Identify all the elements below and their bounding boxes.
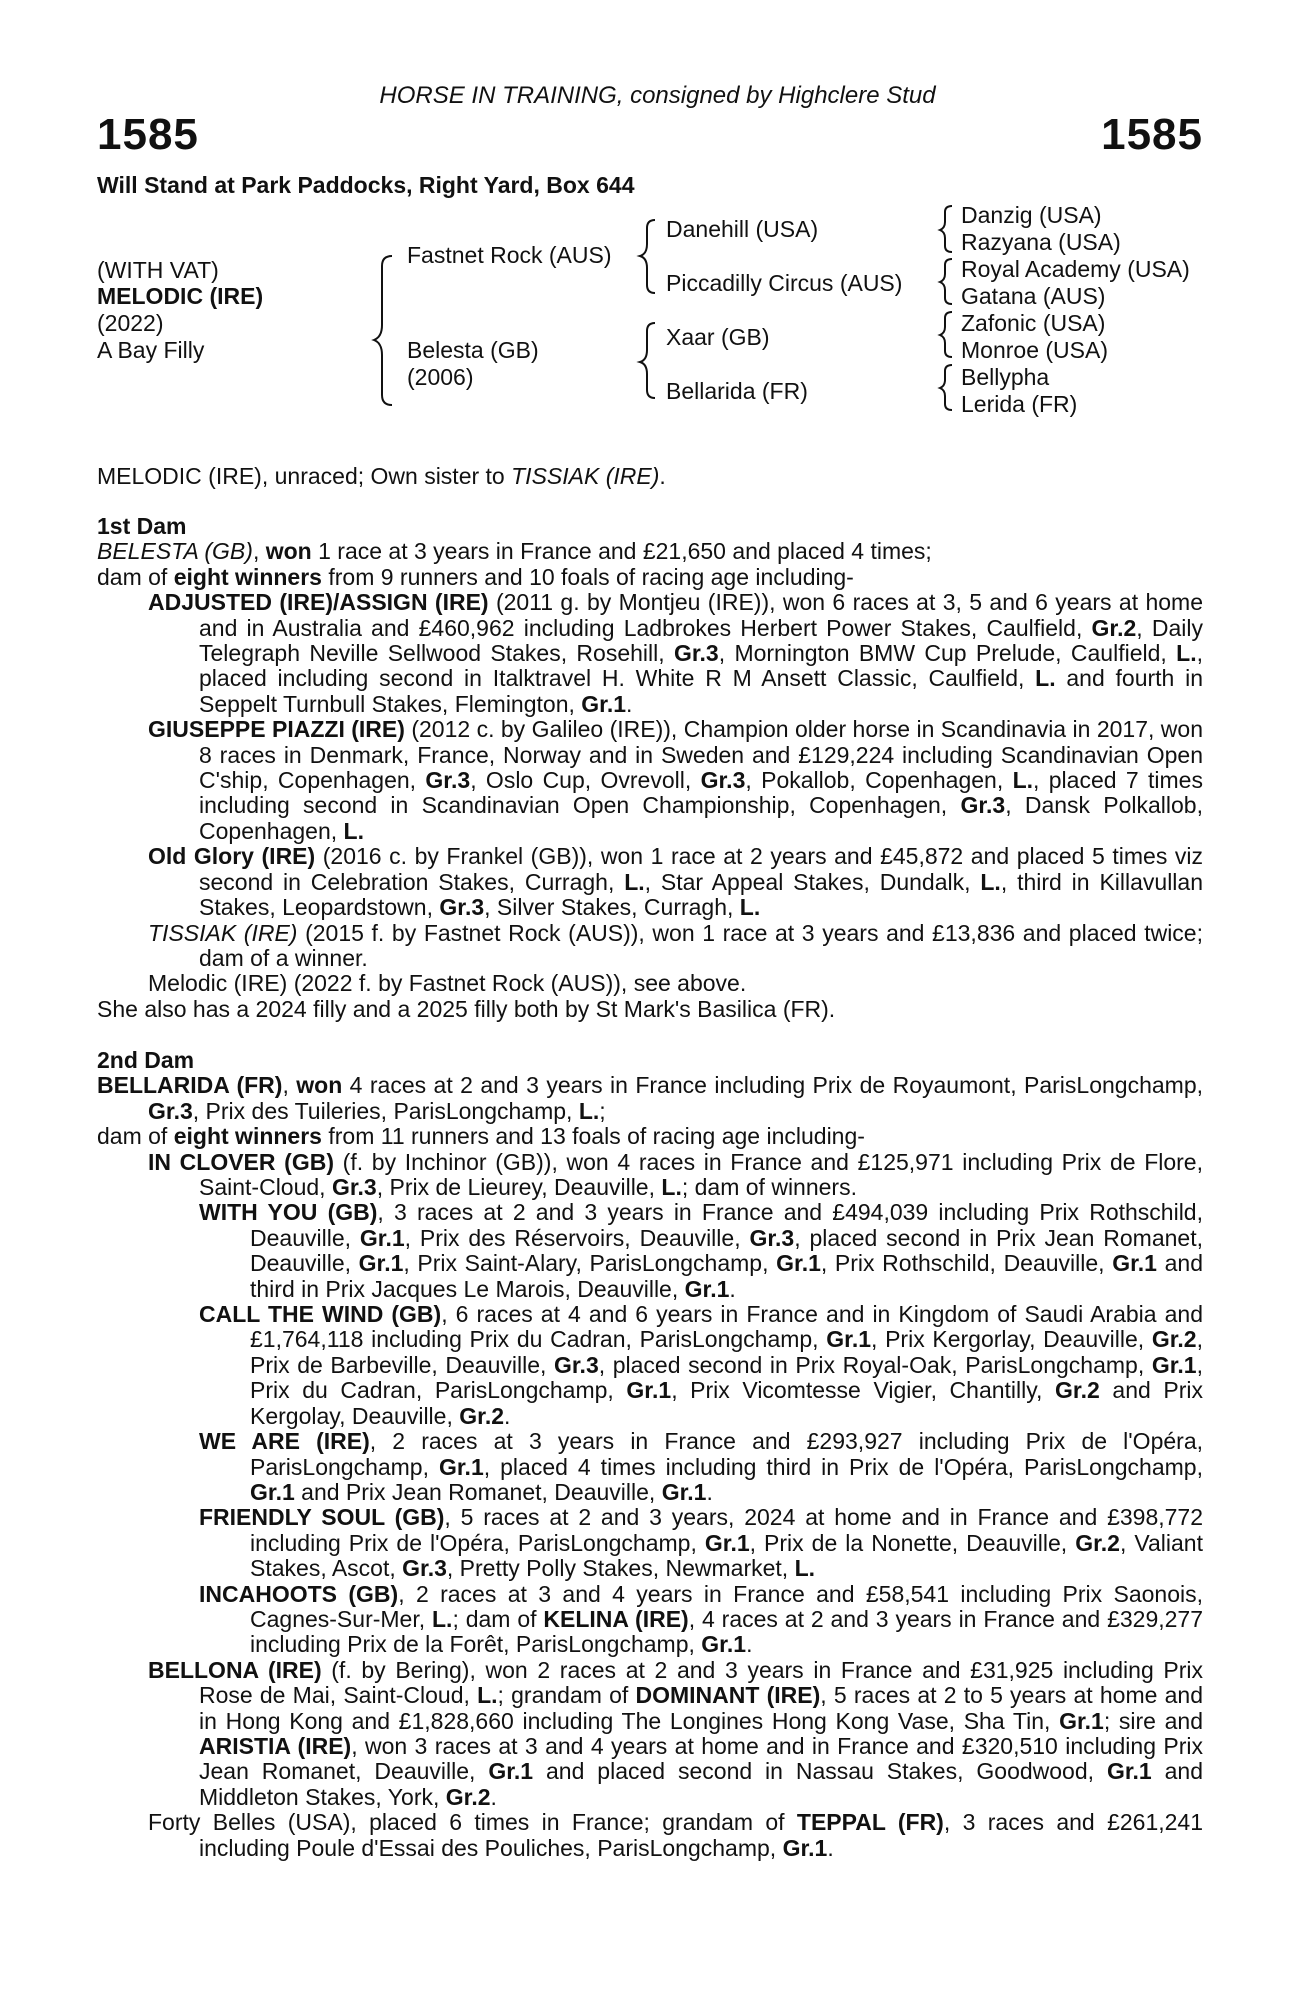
first-dam-heading: 1st Dam xyxy=(97,513,187,539)
first-dam-section xyxy=(97,514,1203,1022)
produce-old-glory: Old Glory (IRE) (2016 c. by Frankel (GB)), won 1 race at 2 years and £45,872 and placed 5 times viz second in Celebration Stakes, Curragh, L., Star Appeal Stakes, Dundalk, L., third in Killavullan Stakes, Leopardstown, Gr.3, Silver Stakes, Curragh, L. xyxy=(148,843,1204,921)
pedigree-brackets xyxy=(0,0,1315,420)
horse-year: (2022) xyxy=(97,310,164,336)
gg-1: Danzig (USA) xyxy=(961,202,1102,228)
bellarida-brace xyxy=(940,365,952,410)
grandproduce-with-you: WITH YOU (GB), 3 races at 2 and 3 years in France and £494,039 including Prix Rothschild, Deauville, Gr.1, Prix des Réservoirs, Deauville, Gr.3, placed second in Prix Jean Romanet, Deauville, Gr.1, Prix Saint-Alary, ParisLongchamp, Gr.1, Prix Rothschild, Deauville, Gr.1 and third in Prix Jacques Le Marois, Deauville, Gr.1. xyxy=(199,1199,1203,1302)
sire-sire: Danehill (USA) xyxy=(666,216,819,242)
gg-2: Razyana (USA) xyxy=(961,229,1121,255)
grandproduce-call-the-wind: CALL THE WIND (GB), 6 races at 4 and 6 years in France and in Kingdom of Saudi Arabia and £1,764,118 including Prix du Cadran, ParisLongchamp, Gr.1, Prix Kergorlay, Deauville, Gr.2, Prix de Barbeville, Deauville, Gr.3, placed second in Prix Royal-Oak, ParisLongchamp, Gr.1, Prix du Cadran, ParisLongchamp, Gr.1, Prix Vicomtesse Vigier, Chantilly, Gr.2 and Prix Kergolay, Deauville, Gr.2. xyxy=(199,1301,1203,1429)
produce-bellona: BELLONA (IRE) (f. by Bering), won 2 races at 2 and 3 years in France and £31,925 including Prix Rose de Mai, Saint-Cloud, L.; grandam of DOMINANT (IRE), 5 races at 2 to 5 years at home and in Hong Kong and £1,828,660 including The Longines Hong Kong Vase, Sha Tin, Gr.1; sire and ARISTIA (IRE), won 3 races at 3 and 4 years at home and in France and £320,510 including Prix Jean Romanet, Deauville, Gr.1 and placed second in Nassau Stakes, Goodwood, Gr.1 and Middleton Stakes, York, Gr.2. xyxy=(148,1656,1204,1810)
lot-number-right: 1585 xyxy=(1101,110,1203,159)
gg-8: Lerida (FR) xyxy=(961,391,1078,417)
gg-7: Bellypha xyxy=(961,364,1050,390)
produce-forty-belles: Forty Belles (USA), placed 6 times in France; grandam of TEPPAL (FR), 3 races and £261,241 including Poule d'Essai des Pouliches, ParisLongchamp, Gr.1. xyxy=(148,1809,1203,1861)
grandproduce-friendly-soul: FRIENDLY SOUL (GB), 5 races at 2 and 3 years, 2024 at home and in France and £398,772 including Prix de l'Opéra, ParisLongchamp, Gr.1, Prix de la Nonette, Deauville, Gr.2, Valiant Stakes, Ascot, Gr.3, Pretty Polly Stakes, Newmarket, L. xyxy=(199,1504,1204,1582)
grandproduce-incahoots: INCAHOOTS (GB), 2 races at 3 and 4 years in France and £58,541 including Prix Saonois, Cagnes-Sur-Mer, L.; dam of KELINA (IRE), 4 races at 2 and 3 years in France and £329,277 including Prix de la Forêt, ParisLongchamp, Gr.1. xyxy=(199,1580,1203,1658)
second-dam-line: BELLARIDA (FR), won 4 races at 2 and 3 years in France including Prix de Royaumont, ParisLongchamp, Gr.3, Prix des Tuileries, ParisLongchamp, L.; xyxy=(97,1072,1203,1124)
first-dam-produce: dam of eight winners from 9 runners and 10 foals of racing age including- xyxy=(97,563,854,590)
second-dam-produce: dam of eight winners from 11 runners and 13 foals of racing age including- xyxy=(97,1123,865,1150)
stand-location: Will Stand at Park Paddocks, Right Yard, Box 644 xyxy=(97,172,635,198)
sire-dam-brace xyxy=(374,256,392,405)
horse-name: MELODIC (IRE) xyxy=(97,283,264,309)
dam-sire: Xaar (GB) xyxy=(666,324,770,350)
horse-description: A Bay Filly xyxy=(97,337,205,363)
sire-brace xyxy=(640,220,655,293)
produce-adjusted: ADJUSTED (IRE)/ASSIGN (IRE) (2011 g. by Montjeu (IRE)), won 6 races at 3, 5 and 6 years at home and in Australia and £460,962 including Ladbrokes Herbert Power Stakes, Caulfield, Gr.2, Daily Telegraph Neville Sellwood Stakes, Rosehill, Gr.3, Mornington BMW Cup Prelude, Caulfield, L., placed including second in Italktravel H. White R M Ansett Classic, Caulfield, L. and fourth in Seppelt Turnbull Stakes, Flemington, Gr.1. xyxy=(148,589,1203,717)
produce-melodic: Melodic (IRE) (2022 f. by Fastnet Rock (AUS)), see above. xyxy=(148,970,747,997)
sire-dam: Piccadilly Circus (AUS) xyxy=(666,270,903,296)
gg-6: Monroe (USA) xyxy=(961,337,1108,363)
second-dam-section xyxy=(97,1048,1203,1861)
first-dam-note: She also has a 2024 filly and a 2025 filly both by St Mark's Basilica (FR). xyxy=(97,995,836,1022)
gg-5: Zafonic (USA) xyxy=(961,310,1106,336)
intro-line: MELODIC (IRE), unraced; Own sister to TISSIAK (IRE). xyxy=(97,463,666,489)
sire: Fastnet Rock (AUS) xyxy=(407,242,612,268)
dam-brace xyxy=(640,323,655,398)
piccadilly-brace xyxy=(940,259,952,304)
produce-giuseppe-piazzi: GIUSEPPE PIAZZI (IRE) (2012 c. by Galileo (IRE)), Champion older horse in Scandinavia in 2017, won 8 races in Denmark, France, Norway and in Sweden and £129,224 including Scandinavian Open C'ship, Copenhagen, Gr.3, Oslo Cup, Ovrevoll, Gr.3, Pokallob, Copenhagen, L., placed 7 times including second in Scandinavian Open Championship, Copenhagen, Gr.3, Dansk Polkallob, Copenhagen, L. xyxy=(148,716,1203,844)
first-dam-line: BELESTA (GB), won 1 race at 3 years in France and £21,650 and placed 4 times; xyxy=(97,538,932,565)
catalogue-title: HORSE IN TRAINING, consigned by Highclere Stud xyxy=(379,82,936,109)
produce-in-clover: IN CLOVER (GB) (f. by Inchinor (GB)), won 4 races in France and £125,971 including Prix de Flore, Saint-Cloud, Gr.3, Prix de Lieurey, Deauville, L.; dam of winners. xyxy=(148,1148,1203,1201)
lot-number-left: 1585 xyxy=(97,110,199,159)
dam: Belesta (GB) xyxy=(407,337,539,363)
produce-tissiak: TISSIAK (IRE) (2015 f. by Fastnet Rock (AUS)), won 1 race at 3 years and £13,836 and placed twice; dam of a winner. xyxy=(148,919,1203,971)
gg-4: Gatana (AUS) xyxy=(961,283,1106,309)
gg-3: Royal Academy (USA) xyxy=(961,256,1190,282)
second-dam-heading: 2nd Dam xyxy=(97,1047,195,1073)
dam-year: (2006) xyxy=(407,364,474,390)
xaar-brace xyxy=(940,312,952,357)
vat-note: (WITH VAT) xyxy=(97,257,219,283)
danehill-brace xyxy=(940,206,952,252)
dam-dam: Bellarida (FR) xyxy=(666,378,808,404)
grandproduce-we-are: WE ARE (IRE), 2 races at 3 years in France and £293,927 including Prix de l'Opéra, ParisLongchamp, Gr.1, placed 4 times including third in Prix de l'Opéra, ParisLongchamp, Gr.1 and Prix Jean Romanet, Deauville, Gr.1. xyxy=(199,1428,1203,1505)
